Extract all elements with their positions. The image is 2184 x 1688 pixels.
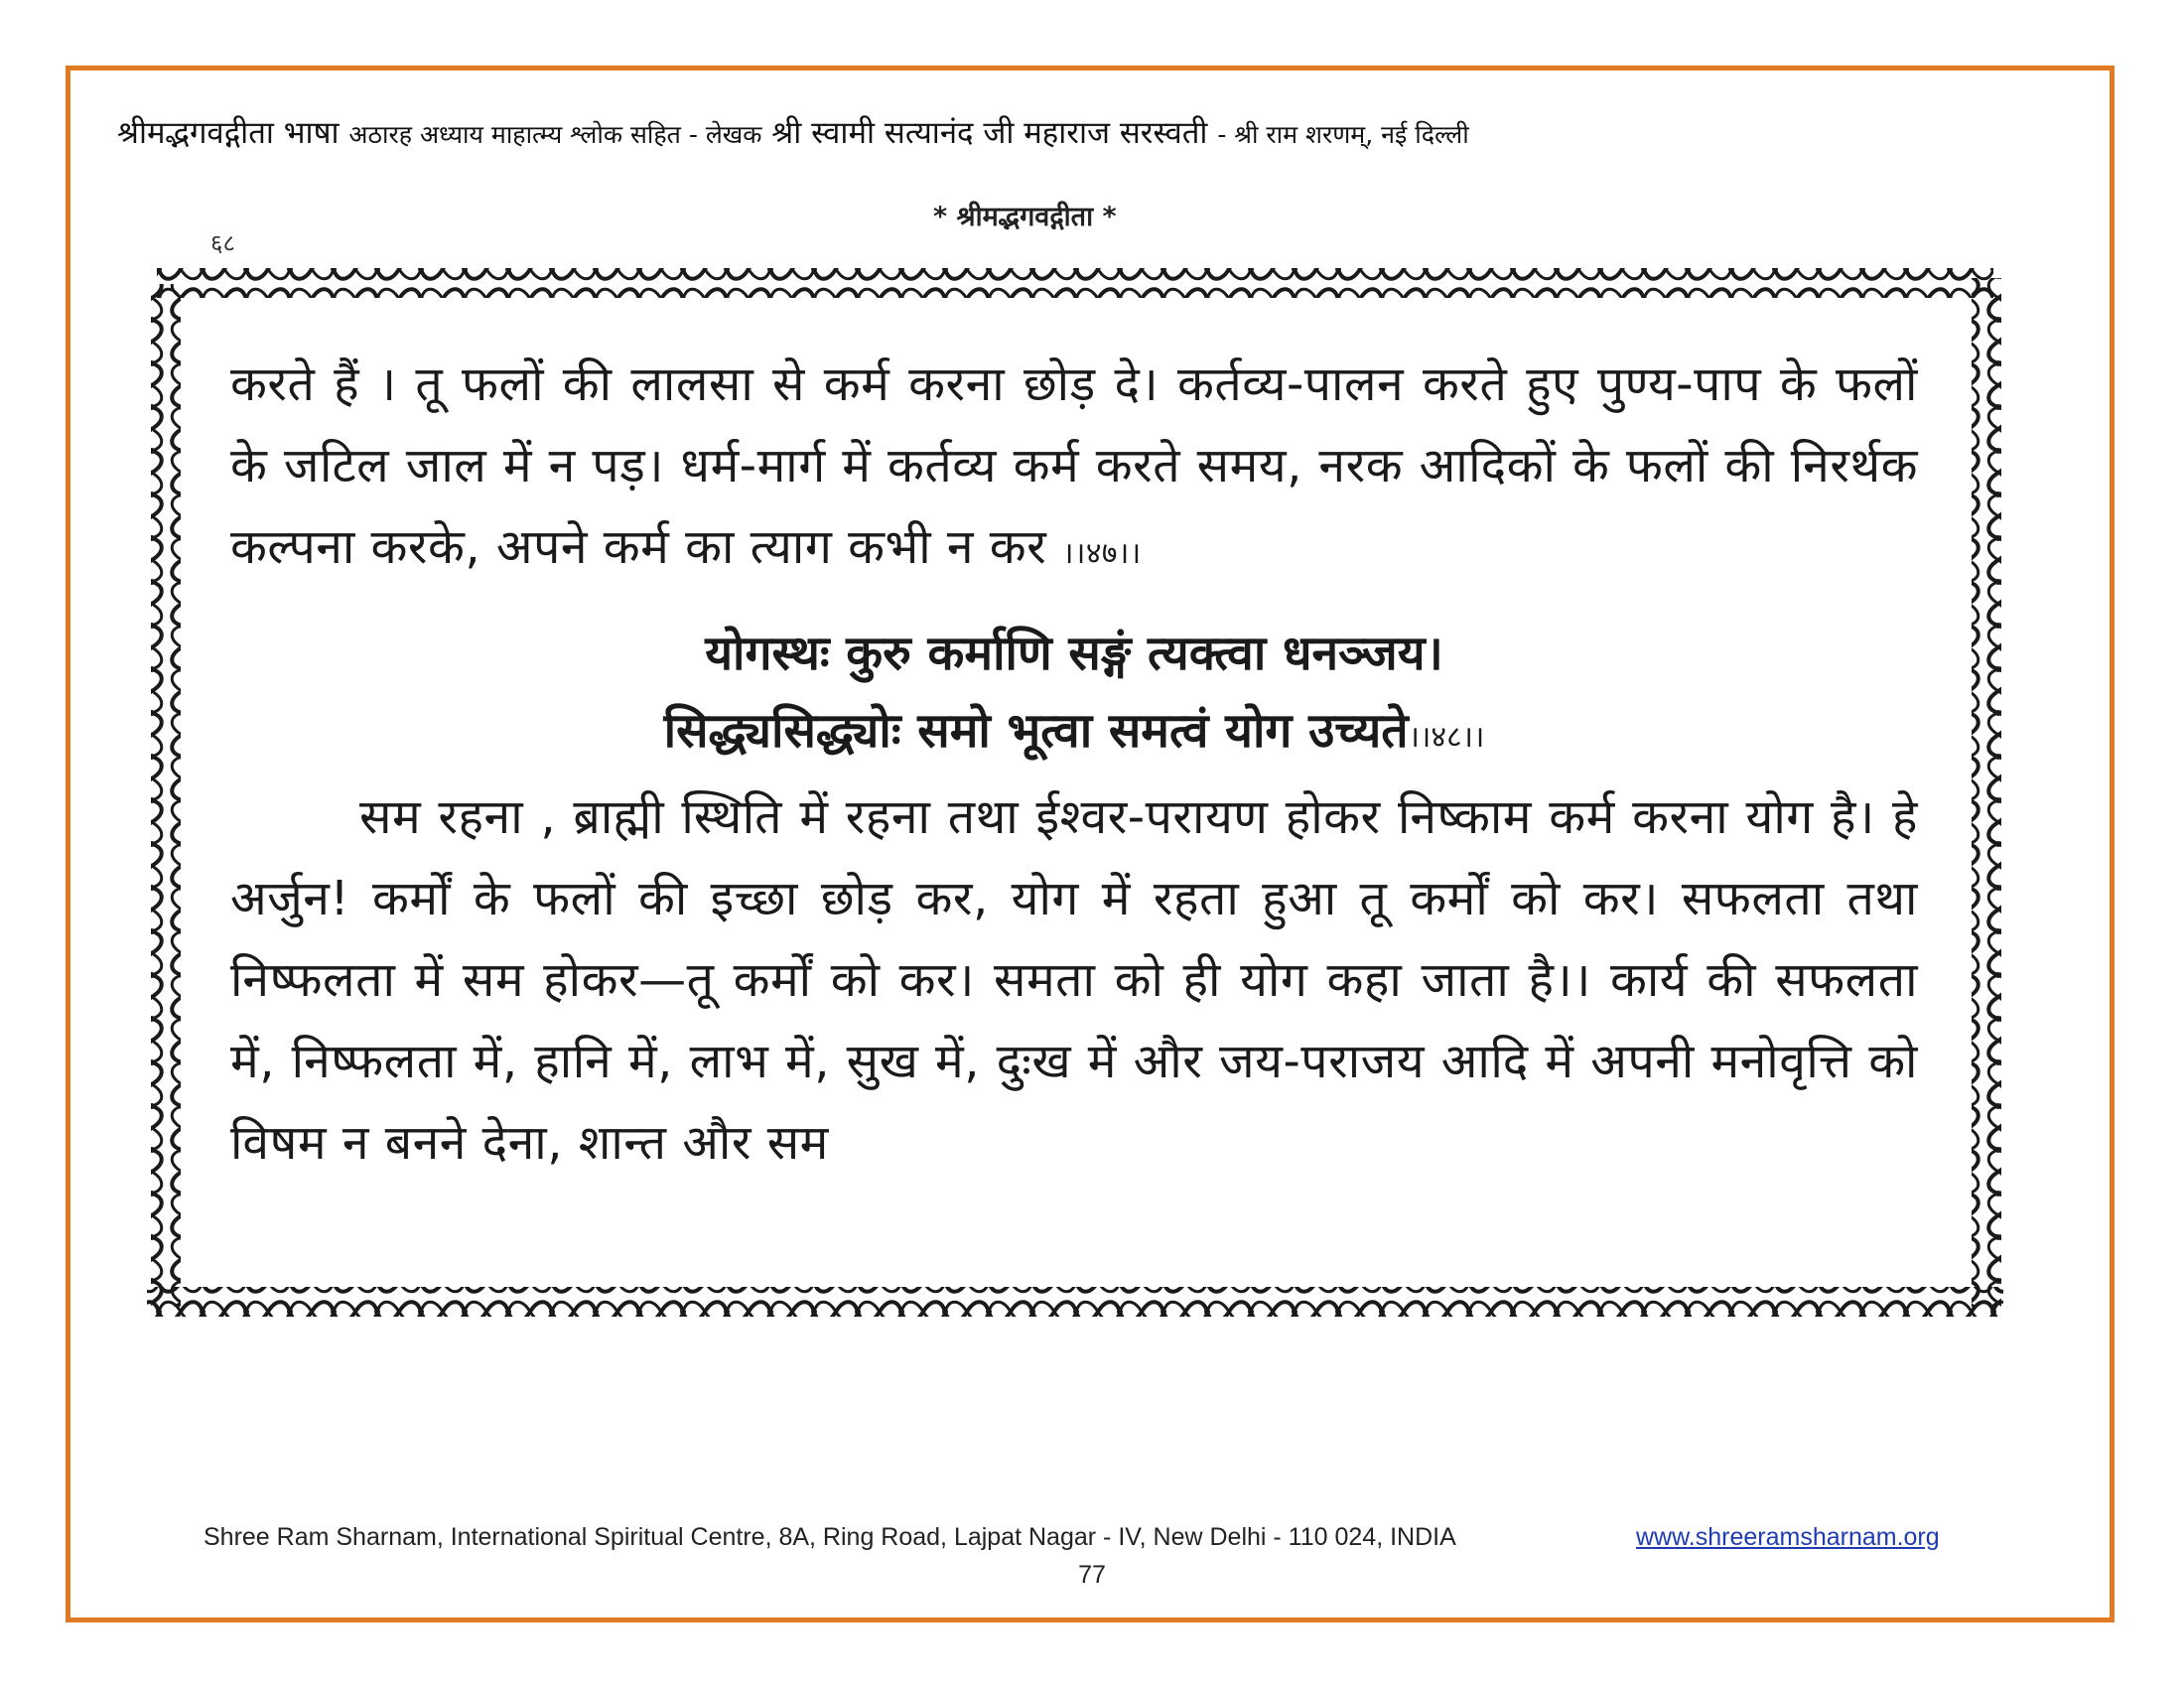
verse-number: ।।४८।।: [1408, 720, 1485, 755]
document-header: [117, 111, 2083, 153]
header-publisher: - श्री राम शरणम्, नई दिल्ली: [1217, 120, 1469, 149]
shloka-line-2: [230, 692, 1918, 776]
scanned-page-number: ६८: [210, 229, 235, 257]
commentary-paragraph-47: [230, 344, 1918, 595]
shloka-text: सिद्ध्यसिद्ध्योः समो भूत्वा समत्वं योग उच्यते: [663, 703, 1409, 759]
footer-address: Shree Ram Sharnam, International Spiritual Centre, 8A, Ring Road, Lajpat Nagar - IV, New Delhi - 110 024, INDIA: [204, 1523, 1456, 1551]
page-number: 77: [1078, 1561, 1106, 1589]
header-subtitle: अठारह अध्याय माहात्म्य श्लोक सहित - लेखक: [348, 120, 762, 149]
header-author: श्री स्वामी सत्यानंद जी महाराज सरस्वती: [771, 115, 1208, 151]
header-title: श्रीमद्भगवद्गीता भाषा: [117, 115, 340, 151]
book-running-header: * श्रीमद्भगवद्गीता *: [933, 202, 1117, 232]
website-link[interactable]: www.shreeramsharnam.org: [1636, 1523, 1940, 1551]
shloka-line-1: योगस्थः कुरु कर्माणि सङ्गं त्यक्त्वा धनञ्जय।: [705, 626, 1443, 681]
commentary-text: करते हैं । तू फलों की लालसा से कर्म करना छोड़ दे। कर्तव्य-पालन करते हुए पुण्य-पाप के फलों के जटिल जाल में न पड़। धर्म-मार्ग में कर्तव्य कर्म करते समय, नरक आदिकों के फलों की निरर्थक कल्पना करके, अपने कर्म का त्याग कभी न कर: [230, 356, 1918, 575]
scanned-text: [230, 344, 1918, 1184]
verse-number: ।।४७।।: [1062, 536, 1142, 571]
commentary-paragraph-48: सम रहना , ब्राह्मी स्थिति में रहना तथा ईश्वर-परायण होकर निष्काम कर्म करना योग है। हे अर्जुन! कर्मों के फलों की इच्छा छोड़ कर, योग में रहता हुआ तू कर्मों को कर। सफलता तथा निष्फलता में सम होकर—तू कर्मों को कर। समता को ही योग कहा जाता है।। कार्य की सफलता में, निष्फलता में, हानि में, लाभ में, सुख में, दुःख में और जय-पराजय आदि में अपनी मनोवृत्ति को विषम न बनने देना, शान्त और सम: [230, 789, 1918, 1171]
